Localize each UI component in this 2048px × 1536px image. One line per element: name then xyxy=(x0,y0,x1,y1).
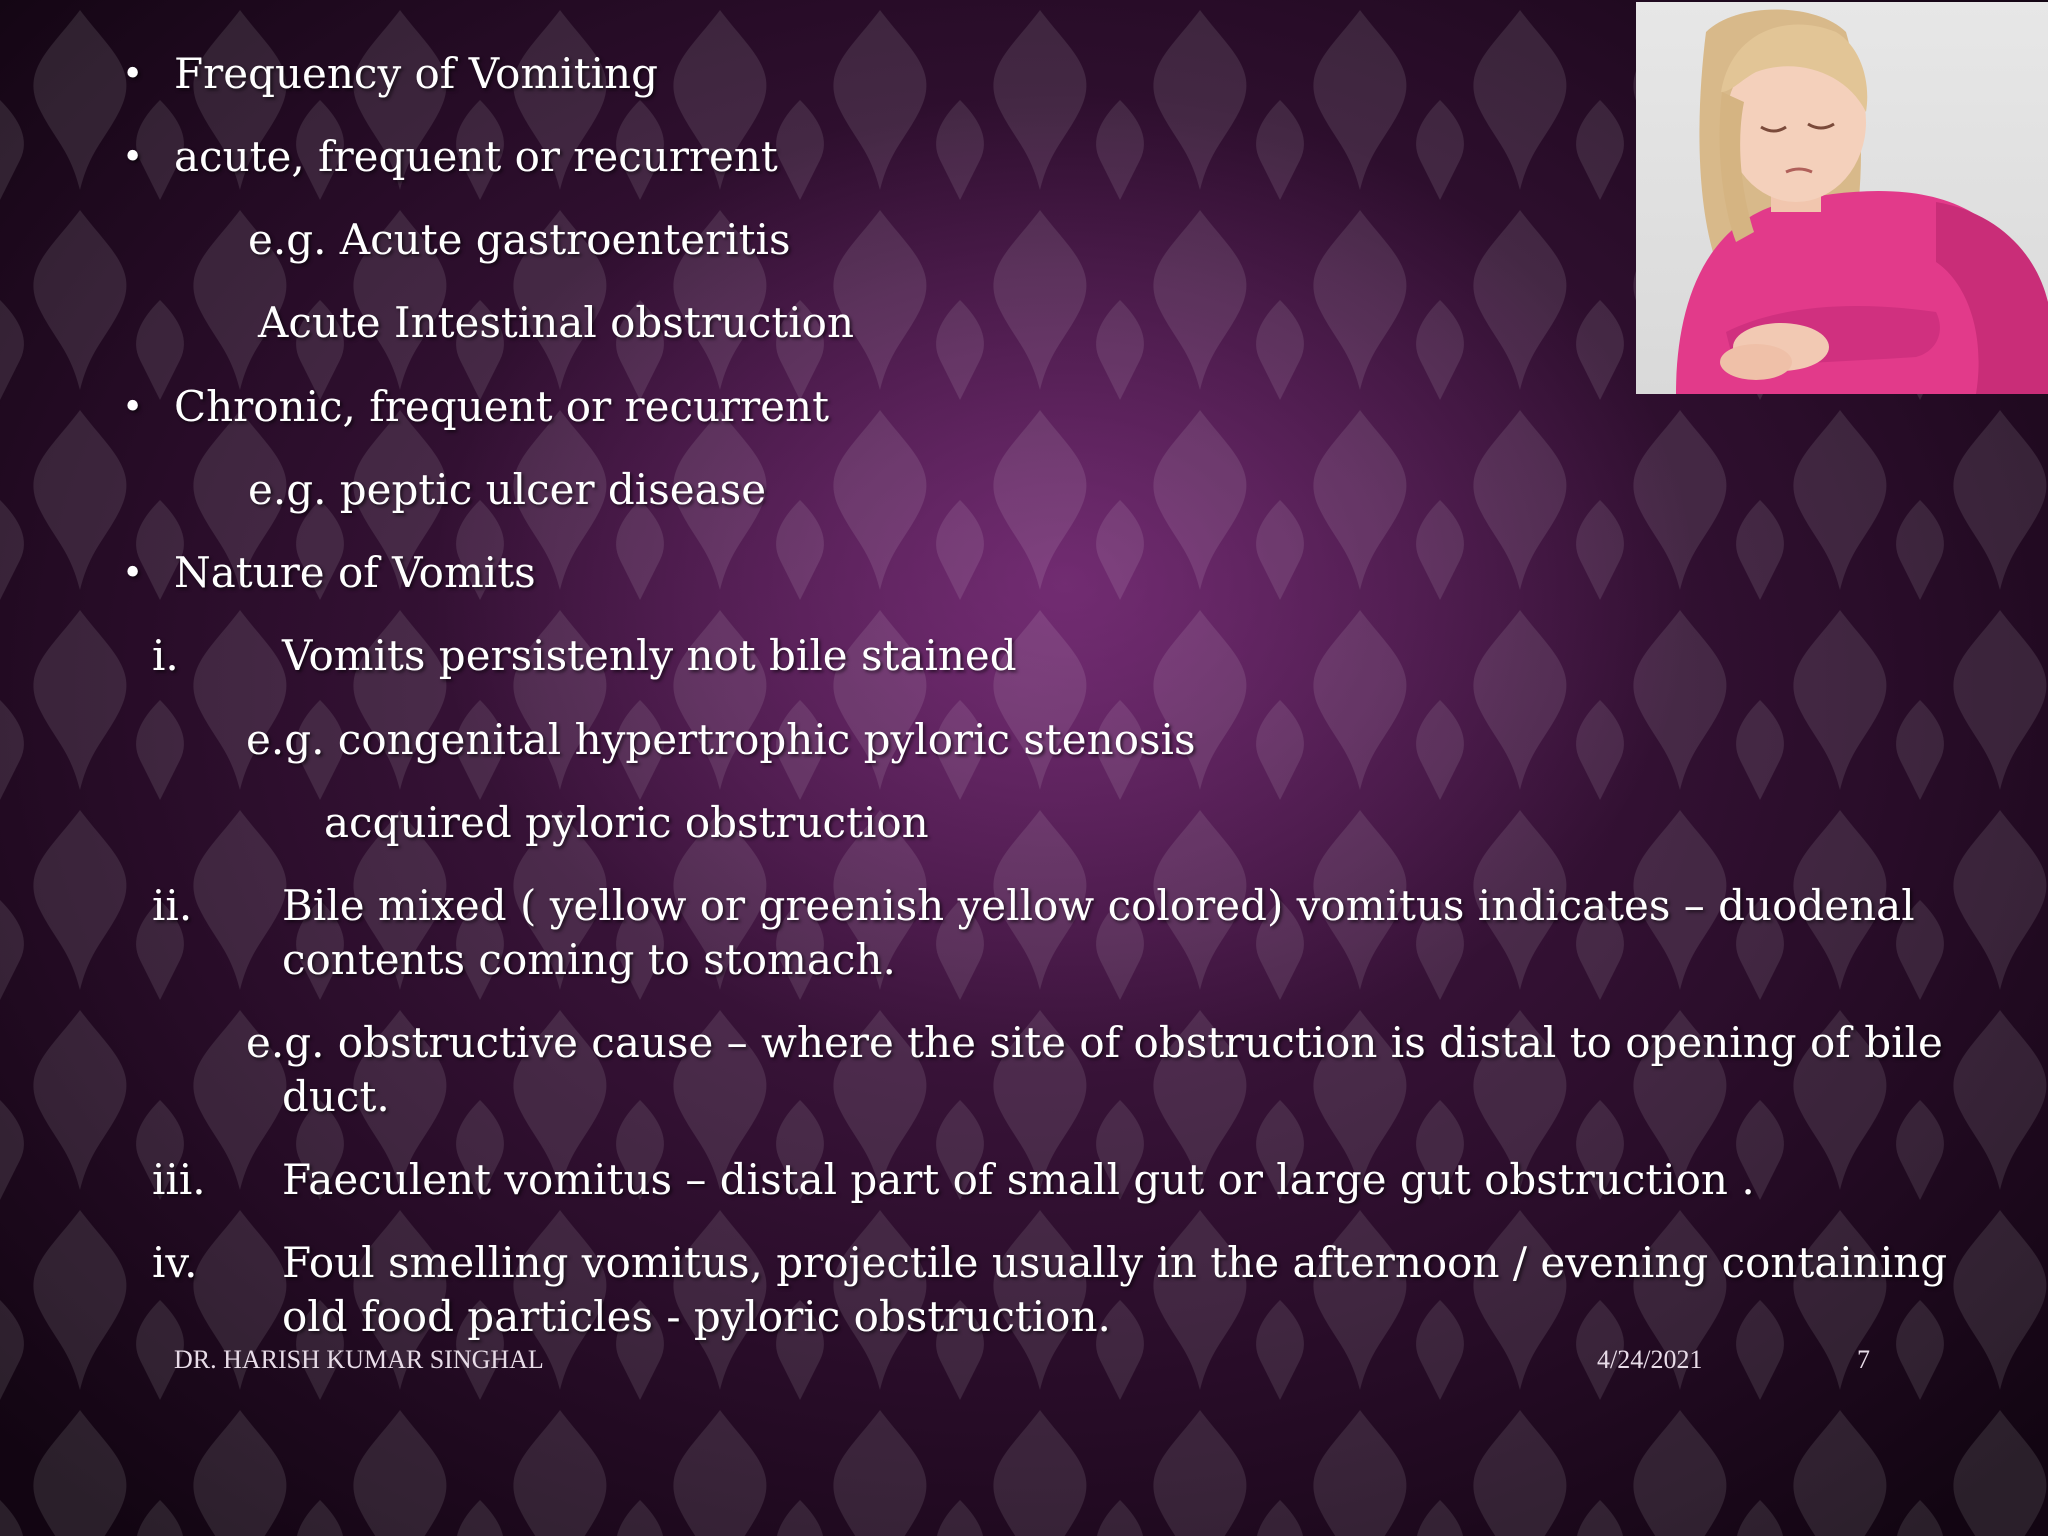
item-i-text: Vomits persistenly not bile stained xyxy=(282,631,1017,680)
example-acute-intestinal-obstruction: Acute Intestinal obstruction xyxy=(258,298,854,347)
bullet-marker: • xyxy=(122,553,144,594)
bullet-marker: • xyxy=(122,137,144,178)
child-illustration xyxy=(1636,2,2048,394)
item-ii-text-line-2: contents coming to stomach. xyxy=(282,935,896,984)
item-ii-text-line-1: Bile mixed ( yellow or greenish yellow colored) vomitus indicates – duodenal xyxy=(282,881,1915,930)
footer-author: DR. HARISH KUMAR SINGHAL xyxy=(174,1345,544,1374)
footer-date: 4/24/2021 xyxy=(1597,1345,1703,1374)
bullet-acute: acute, frequent or recurrent xyxy=(174,132,778,181)
item-iii-text: Faeculent vomitus – distal part of small gut or large gut obstruction . xyxy=(282,1155,1755,1204)
bullet-chronic: Chronic, frequent or recurrent xyxy=(174,382,829,431)
item-ii-example-line-1: e.g. obstructive cause – where the site of obstruction is distal to opening of bile xyxy=(246,1018,1943,1067)
example-peptic-ulcer: e.g. peptic ulcer disease xyxy=(248,465,767,514)
item-ii-numeral: ii. xyxy=(152,881,193,930)
bullet-nature-of-vomits: Nature of Vomits xyxy=(174,548,536,597)
bullet-frequency-of-vomiting: Frequency of Vomiting xyxy=(174,49,658,98)
item-iv-text-line-2: old food particles - pyloric obstruction. xyxy=(282,1292,1111,1341)
item-ii-example-line-2: duct. xyxy=(282,1072,390,1121)
item-iv-text-line-1: Foul smelling vomitus, projectile usually in the afternoon / evening containing xyxy=(282,1238,1948,1287)
item-iii-numeral: iii. xyxy=(152,1155,206,1204)
child-with-stomach-ache-photo xyxy=(1636,2,2048,394)
item-i-example-2: acquired pyloric obstruction xyxy=(324,798,929,847)
item-iv-numeral: iv. xyxy=(152,1238,198,1287)
item-i-example-1: e.g. congenital hypertrophic pyloric stenosis xyxy=(246,715,1196,764)
item-i-numeral: i. xyxy=(152,631,179,680)
bullet-marker: • xyxy=(122,387,144,428)
example-acute-gastroenteritis: e.g. Acute gastroenteritis xyxy=(248,215,791,264)
footer-page-number: 7 xyxy=(1857,1345,1870,1374)
bullet-marker: • xyxy=(122,54,144,95)
